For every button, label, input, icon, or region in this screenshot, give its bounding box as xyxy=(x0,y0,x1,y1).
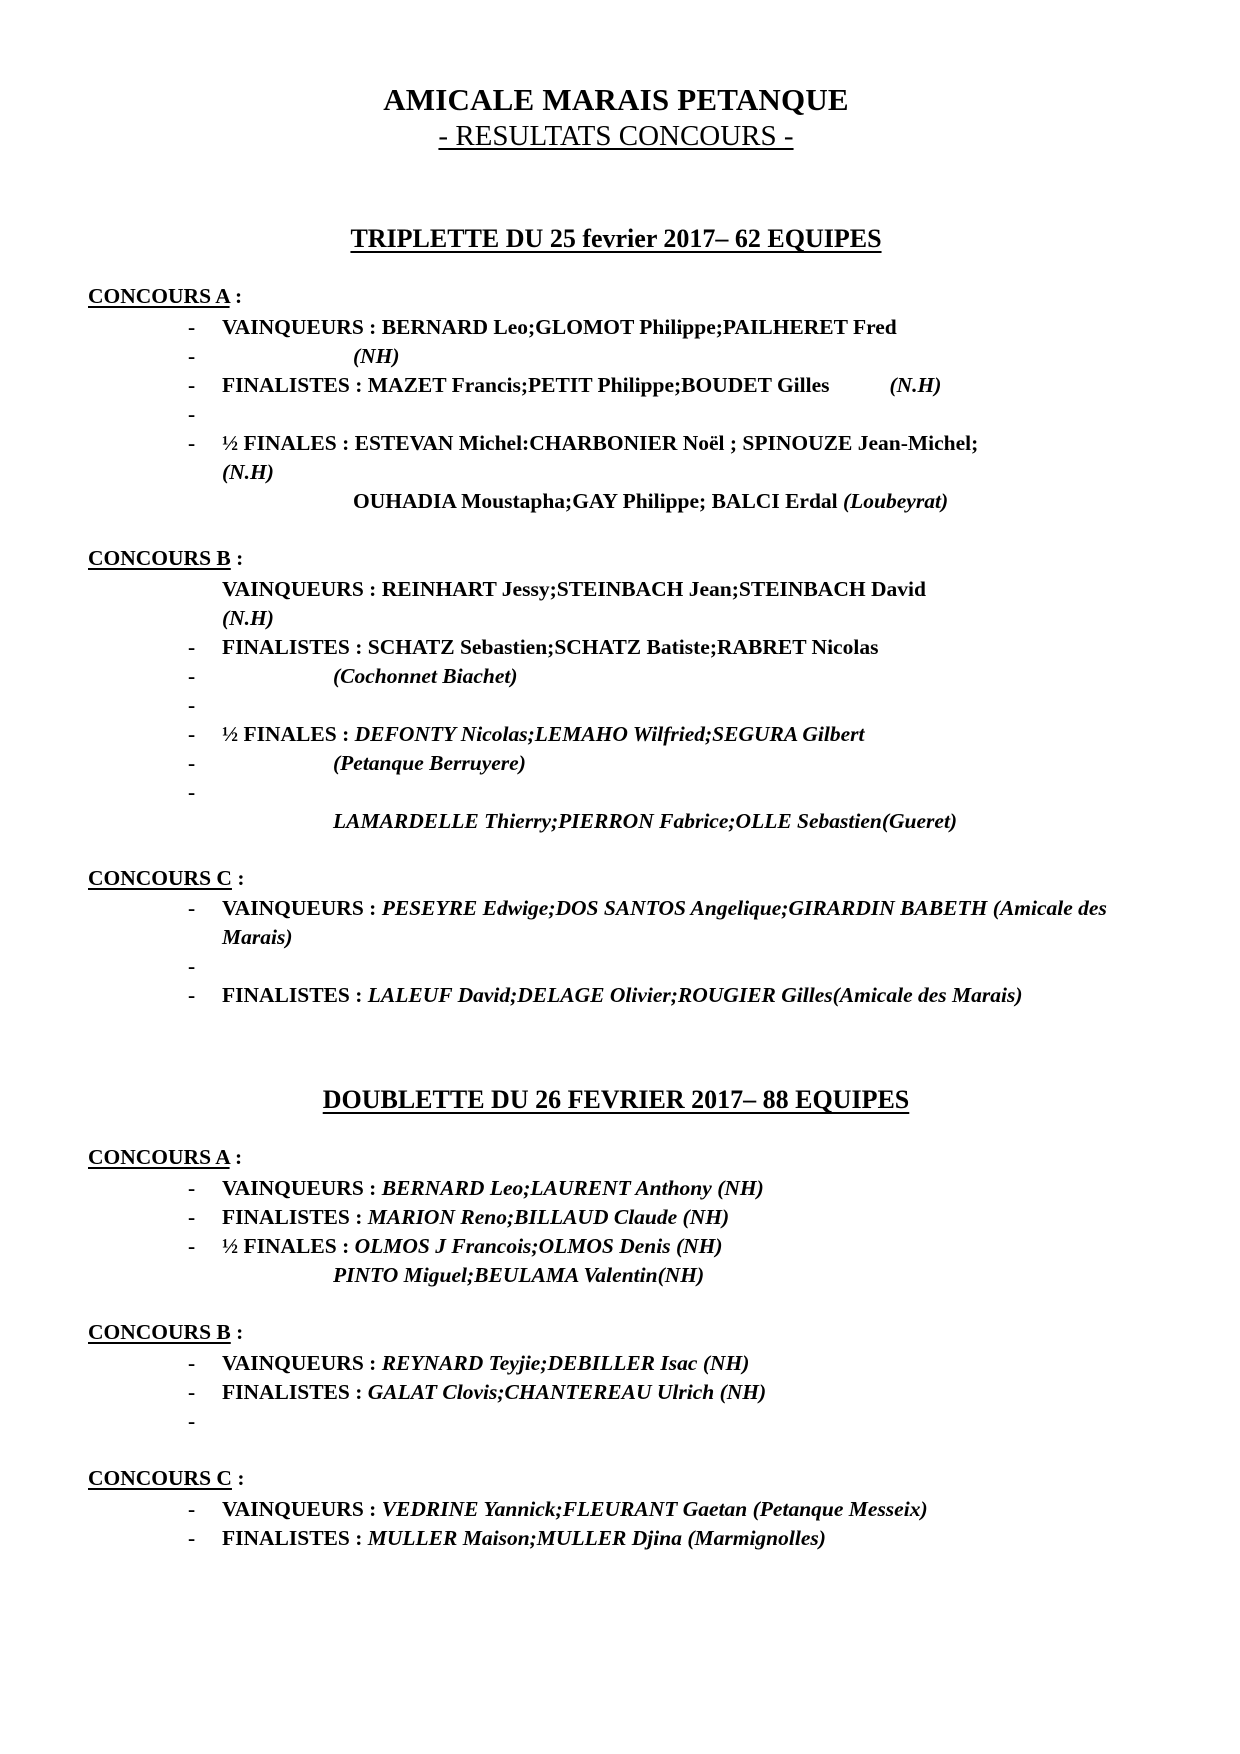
result-entry xyxy=(88,981,1144,1010)
entry-club: (NH) xyxy=(682,1205,730,1230)
concours-colon: : xyxy=(230,1320,244,1345)
result-entry xyxy=(88,313,1144,342)
concours-colon: : xyxy=(231,1465,245,1490)
bullet-dash: - xyxy=(188,430,196,455)
result-entry xyxy=(88,429,1144,458)
entry-role-label: FINALISTES : xyxy=(222,1379,368,1404)
entry-club: (Marmignolles) xyxy=(687,1525,826,1550)
results-section-triplette xyxy=(88,223,1144,1010)
entry-role-label: VAINQUEURS : xyxy=(222,896,382,921)
entry-role-label: ½ FINALES : xyxy=(222,721,355,746)
page-subtitle: - RESULTATS CONCOURS - xyxy=(438,119,794,152)
result-entry xyxy=(88,1524,1144,1553)
concours-block-doublette-a xyxy=(88,1143,1144,1290)
entry-list xyxy=(88,894,1144,1010)
entry-list xyxy=(88,1349,1144,1436)
entry-club: (N.H) xyxy=(889,372,942,397)
bullet-dash: - xyxy=(188,983,196,1008)
bullet-dash: - xyxy=(188,1379,196,1404)
result-entry xyxy=(88,458,1144,487)
result-entry xyxy=(88,1378,1144,1407)
entry-club: (NH) xyxy=(702,1350,750,1375)
entry-role-label: VAINQUEURS : xyxy=(222,576,382,601)
bullet-dash: - xyxy=(188,1350,196,1375)
concours-colon: : xyxy=(230,545,244,570)
result-entry xyxy=(88,1495,1144,1524)
concours-label: CONCOURS C xyxy=(88,865,232,890)
concours-block-triplette-c xyxy=(88,864,1144,1011)
result-entry xyxy=(88,1232,1144,1261)
result-entry xyxy=(88,691,1144,720)
concours-colon: : xyxy=(229,1145,243,1170)
entry-club: (Petanque Messeix) xyxy=(752,1496,928,1521)
entry-role-label: FINALISTES : xyxy=(222,634,368,659)
result-entry xyxy=(88,487,1144,516)
result-entry xyxy=(88,1174,1144,1203)
concours-colon: : xyxy=(231,865,245,890)
entry-role-label: FINALISTES : xyxy=(222,983,368,1008)
entry-role-label: ½ FINALES : xyxy=(222,1234,355,1259)
result-entry xyxy=(88,662,1144,691)
bullet-dash: - xyxy=(188,692,196,717)
entry-club: (NH) xyxy=(353,343,400,368)
section-heading-triplette: TRIPLETTE DU 25 fevrier 2017– 62 EQUIPES xyxy=(350,223,882,253)
bullet-dash: - xyxy=(188,1408,196,1433)
result-entry xyxy=(88,1261,1144,1290)
entry-club: (Amicale des Marais) xyxy=(832,983,1023,1008)
result-entry xyxy=(88,633,1144,662)
entry-players: BERNARD Leo;LAURENT Anthony xyxy=(381,1176,718,1201)
result-entry xyxy=(88,1203,1144,1232)
entry-role-label: VAINQUEURS : xyxy=(222,1350,382,1375)
bullet-dash: - xyxy=(188,372,196,397)
result-entry xyxy=(88,400,1144,429)
entry-club: (NH) xyxy=(719,1379,767,1404)
entry-club: (N.H) xyxy=(222,459,274,484)
section-heading-doublette: DOUBLETTE DU 26 FEVRIER 2017– 88 EQUIPES xyxy=(322,1085,910,1115)
entry-players: PINTO Miguel;BEULAMA Valentin xyxy=(333,1263,658,1288)
bullet-dash: - xyxy=(188,634,196,659)
entry-players: DEFONTY Nicolas;LEMAHO Wilfried;SEGURA Gilbert xyxy=(354,721,865,746)
bullet-dash: - xyxy=(188,954,196,979)
sections-container xyxy=(88,223,1144,1553)
entry-role-label: FINALISTES : xyxy=(222,1205,368,1230)
bullet-dash: - xyxy=(188,896,196,921)
entry-players: MARION Reno;BILLAUD Claude xyxy=(367,1205,683,1230)
entry-players: LAMARDELLE Thierry;PIERRON Fabrice;OLLE Sebastien xyxy=(333,808,882,833)
entry-role-label: VAINQUEURS : xyxy=(222,1496,382,1521)
entry-players: MULLER Maison;MULLER Djina xyxy=(367,1525,688,1550)
result-entry xyxy=(88,342,1144,371)
result-entry xyxy=(88,1407,1144,1436)
entry-players: REYNARD Teyjie;DEBILLER Isac xyxy=(381,1350,703,1375)
bullet-dash: - xyxy=(188,343,196,368)
entry-role-label: VAINQUEURS : xyxy=(222,1176,382,1201)
result-entry xyxy=(88,807,1144,836)
entry-club: (Cochonnet Biachet) xyxy=(333,663,518,688)
concours-block-triplette-a xyxy=(88,282,1144,516)
concours-heading-doublette-a xyxy=(88,1143,1144,1172)
result-entry xyxy=(88,575,1144,604)
entry-club: (Gueret) xyxy=(881,808,958,833)
entry-club: (N.H) xyxy=(222,605,274,630)
concours-block-triplette-b xyxy=(88,544,1144,836)
entry-club: (Amicale des Marais) xyxy=(222,896,1107,950)
bullet-dash: - xyxy=(188,663,196,688)
bullet-dash: - xyxy=(188,1496,196,1521)
entry-club: (Loubeyrat) xyxy=(843,488,949,513)
entry-list xyxy=(88,1495,1144,1553)
bullet-dash: - xyxy=(188,1234,196,1259)
results-section-doublette xyxy=(88,1084,1144,1553)
entry-club: (NH) xyxy=(675,1234,723,1259)
entry-players: BERNARD Leo;GLOMOT Philippe;PAILHERET Fred xyxy=(381,314,897,339)
concours-label: CONCOURS B xyxy=(88,545,231,570)
entry-players: VEDRINE Yannick;FLEURANT Gaetan xyxy=(381,1496,753,1521)
concours-label: CONCOURS A xyxy=(88,283,230,308)
concours-label: CONCOURS C xyxy=(88,1465,232,1490)
entry-role-label: ½ FINALES : xyxy=(222,430,355,455)
entry-role-label: FINALISTES : xyxy=(222,1525,368,1550)
entry-club: (Petanque Berruyere) xyxy=(333,750,526,775)
entry-players: MAZET Francis;PETIT Philippe;BOUDET Gilles xyxy=(367,372,830,397)
concours-block-doublette-b xyxy=(88,1318,1144,1436)
result-entry xyxy=(88,604,1144,633)
concours-label: CONCOURS A xyxy=(88,1145,230,1170)
entry-club: ; xyxy=(971,430,979,455)
entry-list xyxy=(88,575,1144,836)
concours-block-doublette-c xyxy=(88,1464,1144,1553)
concours-heading-triplette-b xyxy=(88,544,1144,573)
entry-players: SCHATZ Sebastien;SCHATZ Batiste;RABRET Nicolas xyxy=(367,634,879,659)
entry-players: OUHADIA Moustapha;GAY Philippe; BALCI Erdal xyxy=(353,488,844,513)
result-entry xyxy=(88,749,1144,778)
concours-heading-doublette-c xyxy=(88,1464,1144,1493)
concours-heading-triplette-a xyxy=(88,282,1144,311)
concours-heading-triplette-c xyxy=(88,864,1144,893)
entry-club: (NH) xyxy=(657,1263,705,1288)
entry-list xyxy=(88,313,1144,516)
entry-players: GALAT Clovis;CHANTEREAU Ulrich xyxy=(367,1379,720,1404)
result-entry xyxy=(88,894,1144,952)
bullet-dash: - xyxy=(188,1525,196,1550)
bullet-dash: - xyxy=(188,1205,196,1230)
result-entry xyxy=(88,720,1144,749)
entry-list xyxy=(88,1174,1144,1290)
result-entry xyxy=(88,371,1144,400)
bullet-dash: - xyxy=(188,314,196,339)
bullet-dash: - xyxy=(188,401,196,426)
result-entry xyxy=(88,1349,1144,1378)
bullet-dash: - xyxy=(188,721,196,746)
bullet-dash: - xyxy=(188,1176,196,1201)
entry-players: REINHART Jessy;STEINBACH Jean;STEINBACH David xyxy=(381,576,926,601)
concours-colon: : xyxy=(229,283,243,308)
entry-players: LALEUF David;DELAGE Olivier;ROUGIER Gilles xyxy=(367,983,833,1008)
concours-heading-doublette-b xyxy=(88,1318,1144,1347)
result-entry xyxy=(88,952,1144,981)
entry-role-label: FINALISTES : xyxy=(222,372,368,397)
entry-club: (NH) xyxy=(717,1176,764,1201)
entry-role-label: VAINQUEURS : xyxy=(222,314,382,339)
page-title: AMICALE MARAIS PETANQUE xyxy=(383,82,849,117)
entry-players: PESEYRE Edwige;DOS SANTOS Angelique;GIRARDIN BABETH xyxy=(381,896,993,921)
result-entry xyxy=(88,778,1144,807)
entry-players: OLMOS J Francois;OLMOS Denis xyxy=(354,1234,676,1259)
concours-label: CONCOURS B xyxy=(88,1320,231,1345)
bullet-dash: - xyxy=(188,750,196,775)
bullet-dash: - xyxy=(188,779,196,804)
entry-players: ESTEVAN Michel:CHARBONIER Noël ; SPINOUZE Jean-Michel xyxy=(354,430,972,455)
